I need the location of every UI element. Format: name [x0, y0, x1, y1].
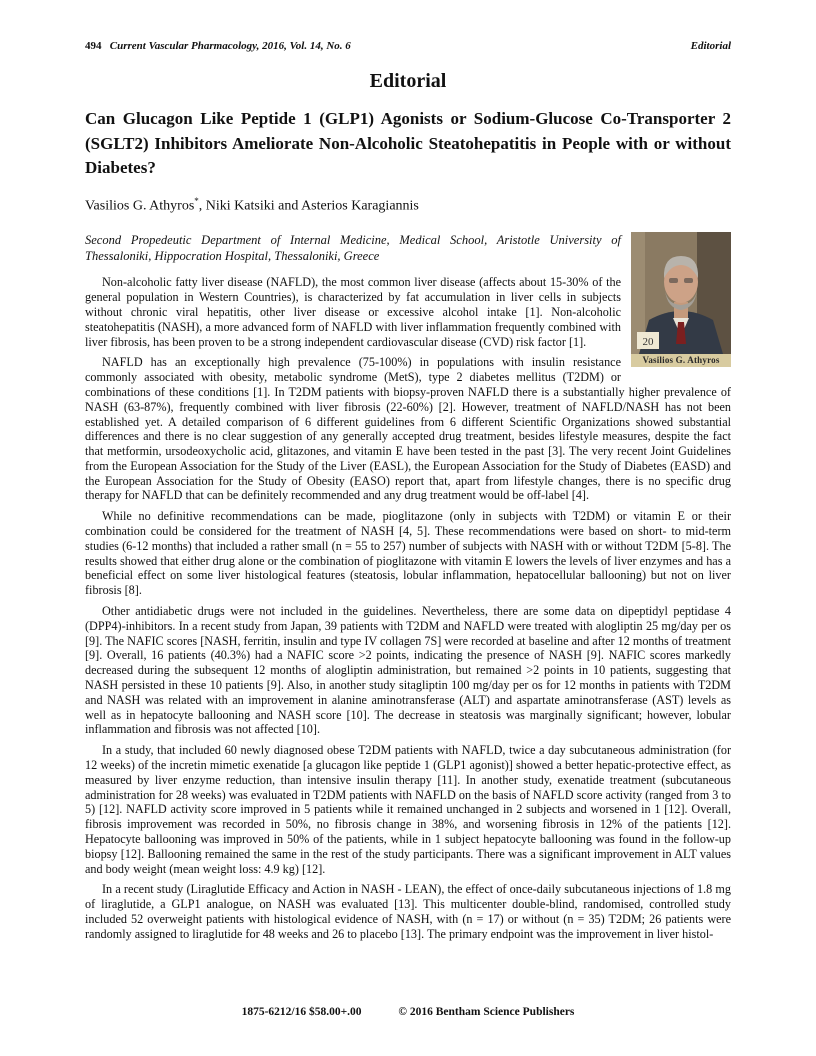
- body-paragraph: NAFLD has an exceptionally high prevalence (75-100%) in populations with insulin resistance commonly associated with obesity, metabolic syndrome (MetS), type 2 diabetes mellitus (T2DM) or combinations of these conditions [1]. In T2DM patients with biopsy-proven NAFLD there is a substantially higher prevalence of NASH (63-87%), frequently combined with liver fibrosis (22-60%) [2]. However, treatment of NAFLD/NASH has not been established yet. A detailed comparison of 6 different guidelines from 6 different Scientific Organizations showed substantial differences and there is no clear suggestion of any generally accepted drug treatment, besides lifestyle measures, despite the fact that metformin, ursodeoxycholic acid, glitazones, and vitamin E have been tested in the past [3]. The very recent Joint Guidelines from the European Association for the Study of the Liver (EASL), the European Association for the Study of Diabetes (EASD) and the European Association for the Study of Obesity (EASO) report that, apart from lifestyle changes, there is no specific drug therapy for NAFLD that can be definitely recommended and any drug treatment would be off-label [4].: [85, 355, 731, 503]
- body-paragraph: While no definitive recommendations can be made, pioglitazone (only in subjects with T2DM) or vitamin E or their combination could be considered for the treatment of NASH [4, 5]. These recommendations were based on short- to mid-term studies (6-12 months) that included a rather small (n = 55 to 257) number of subjects with NASH with or without T2DM [5-8]. The results showed that either drug alone or the combination of pioglitazone with vitamin E lowers the levels of liver enzymes and has a beneficial effect on some liver histological features (steatosis, lobular inflammation, hepatocellular ballooning) but not on liver fibrosis [8].: [85, 509, 731, 598]
- journal-citation: Current Vascular Pharmacology, 2016, Vol. 14, No. 6: [109, 40, 351, 52]
- body-text: [85, 275, 731, 941]
- body-paragraph: Non-alcoholic fatty liver disease (NAFLD), the most common liver disease (affects about 15-30% of the general population in Western Countries), is characterized by fat accumulation in liver cells in subjects without chronic viral hepatitis, other liver disease or excessive alcohol intake [1]. Non-alcoholic steatohepatitis (NASH), a more advanced form of NAFLD with liver inflammation frequently combined with liver fibrosis, has been proven to be a strong independent cardiovascular disease (CVD) risk factor [1].: [85, 275, 621, 349]
- author-photo-illustration: [631, 232, 731, 354]
- photo-caption: Vasilios G. Athyros: [631, 354, 731, 367]
- authors-rest: , Niki Katsiki and Asterios Karagiannis: [198, 198, 419, 214]
- byline-block: [85, 232, 731, 942]
- copyright-notice: © 2016 Bentham Science Publishers: [398, 1006, 575, 1018]
- affiliation: Second Propedeutic Department of Internal Medicine, Medical School, Aristotle University of Thessaloniki, Hippocration Hospital, Thessaloniki, Greece: [85, 232, 621, 264]
- author-corresponding: Vasilios G. Athyros: [85, 198, 195, 214]
- issn-price: 1875-6212/16 $58.00+.00: [241, 1006, 362, 1018]
- photo-badge: 20: [642, 335, 654, 348]
- article-title: Can Glucagon Like Peptide 1 (GLP1) Agonists or Sodium-Glucose Co-Transporter 2 (SGLT2) Inhibitors Ameliorate Non-Alcoholic Steatohepatitis in People with or without Diabetes?: [85, 109, 731, 178]
- page-footer: [0, 1006, 816, 1018]
- author-photo: [631, 232, 731, 354]
- running-head: Editorial: [690, 40, 731, 52]
- corresponding-author-asterisk: *: [194, 195, 199, 206]
- body-paragraph: In a study, that included 60 newly diagnosed obese T2DM patients with NAFLD, twice a day subcutaneous administration (for 12 weeks) of the incretin mimetic exenatide [a glucagon like peptide 1 (GLP1 agonist)] showed a better hepatic-protective effect, as measured by liver enzyme reduction, than intensive insulin therapy [11]. In another study, exenatide treatment (subcutaneous administration for 28 weeks) was evaluated in T2DM patients with NAFLD on the basis of NAFLD score activity (ranged from 3 to 5) [12]. NAFLD activity score improved in 5 patients while it remained unchanged in 2 subjects and worsened in 1 [12]. Overall, fibrosis improvement was recorded in 50%, no fibrosis change in 38%, and worsening fibrosis in 12% of the patients [12]. Hepatocyte ballooning was improved in 50% of the patients, while in 1 subject hepatocyte ballooning was found in the follow-up biopsy [12]. Ballooning remained the same in the rest of the study participants. There was a significant improvement in ALT values and body weight (mean weight loss: 4.9 kg) [12].: [85, 743, 731, 876]
- authors-line: [85, 196, 731, 215]
- header-left: [85, 40, 351, 52]
- page-header: [85, 40, 731, 52]
- author-photo-figure: [631, 232, 731, 367]
- body-paragraph: Other antidiabetic drugs were not included in the guidelines. Nevertheless, there are some data on dipeptidyl peptidase 4 (DPP4)-inhibitors. In a recent study from Japan, 39 patients with T2DM and NAFLD were treated with alogliptin 25 mg/day per os [9]. The NAFIC scores [NASH, ferritin, insulin and type IV collagen 7S] were recorded at baseline and after 12 months of treatment [9]. Overall, 16 patients (40.3%) had a NAFIC score >2 points, indicating the presence of NASH [9]. NAFIC scores markedly decreased during the subsequent 12 months of alogliptin administration, but remained >2 points in 10 patients, suggesting that NASH persisted in these 10 patients [9]. Also, in another study sitagliptin 100 mg/day per os for 12 months in patients with T2DM and NASH was related with an improvement in alanine aminotransferase (ALT) and aspartate aminotransferase (AST) levels as well as in hepatocyte ballooning and NASH score [10]. The decrease in steatosis was marginally significant; however, lobular inflammation and fibrosis was not affected [10].: [85, 604, 731, 737]
- page-number: 494: [85, 40, 102, 52]
- section-heading: Editorial: [369, 70, 447, 92]
- body-paragraph: In a recent study (Liraglutide Efficacy and Action in NASH - LEAN), the effect of once-daily subcutaneous injections of 1.8 mg of liraglutide, a GLP1 analogue, on NASH was evaluated [13]. This multicenter double-blind, randomised, controlled study included 52 overweight patients with histological evidence of NASH, with (n = 17) or without (n = 35) T2DM; 26 patients were randomly assigned to liraglutide for 48 weeks and 26 to placebo [13]. The primary endpoint was the improvement in liver histol-: [85, 882, 731, 941]
